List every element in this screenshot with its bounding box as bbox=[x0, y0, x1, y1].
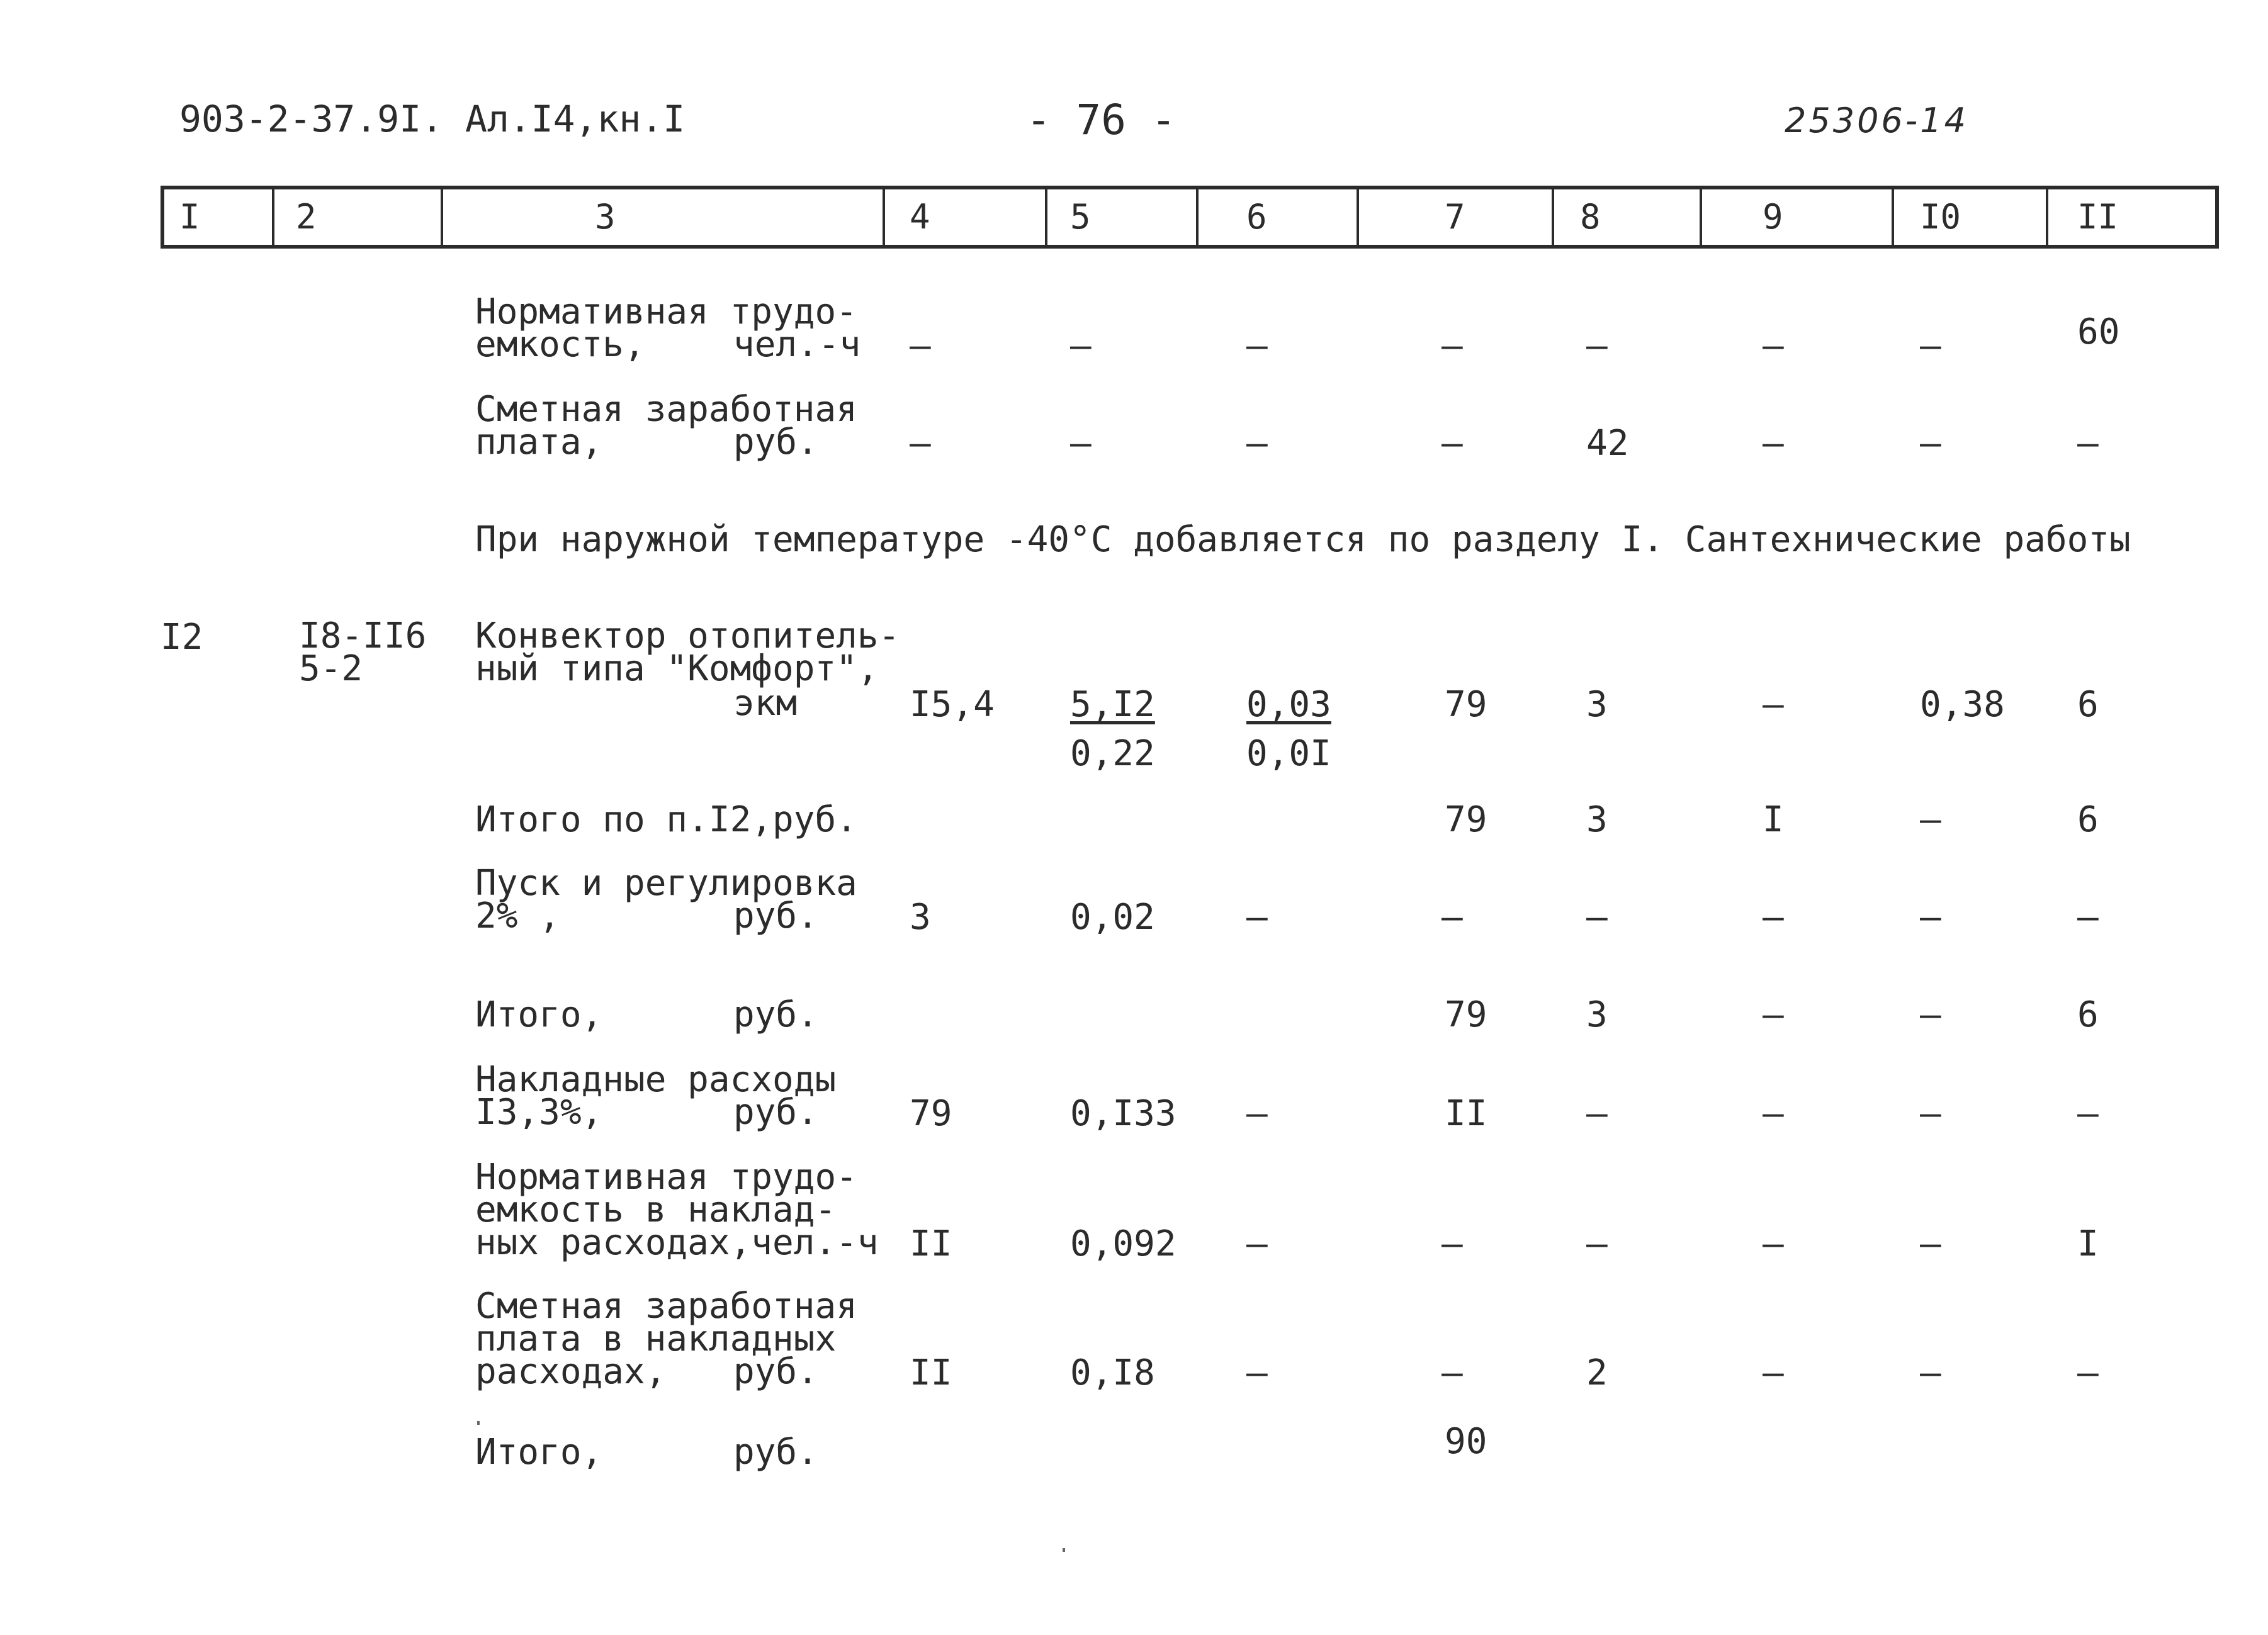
column-header-2: 2 bbox=[296, 197, 317, 237]
header-divider bbox=[883, 186, 885, 249]
row-unit: руб. bbox=[733, 1351, 818, 1392]
cell-col8: – bbox=[1586, 1093, 1608, 1134]
cell-col11: – bbox=[2077, 1352, 2099, 1393]
cell-col7: – bbox=[1441, 1223, 1463, 1264]
cell-col9: – bbox=[1763, 897, 1784, 938]
cell-col8: 42 bbox=[1586, 423, 1629, 464]
column-header-3: 3 bbox=[595, 197, 616, 237]
cell-col10: 0,38 bbox=[1920, 684, 2005, 725]
row-label: плата, bbox=[475, 422, 603, 463]
cell-col5-bottom: 0,22 bbox=[1070, 733, 1155, 774]
cell-col11: 6 bbox=[2077, 799, 2099, 840]
header-divider bbox=[272, 186, 274, 249]
cell-col9: – bbox=[1763, 423, 1784, 464]
row-label: I3,3%, bbox=[475, 1092, 603, 1133]
row-unit: руб. bbox=[733, 422, 818, 463]
header-divider bbox=[1552, 186, 1554, 249]
cell-col7: 79 bbox=[1445, 684, 1487, 725]
cell-col11: – bbox=[2077, 423, 2099, 464]
column-header-7: 7 bbox=[1445, 197, 1465, 237]
handwritten-number: 25306-14 bbox=[1785, 101, 1968, 140]
row-label: Сметная заработная bbox=[475, 389, 857, 430]
cell-col7: II bbox=[1445, 1093, 1487, 1134]
cell-col5: – bbox=[1070, 423, 1092, 464]
cell-col10: – bbox=[1920, 423, 1941, 464]
header-divider bbox=[1357, 186, 1359, 249]
cell-col5: 0,092 bbox=[1070, 1223, 1176, 1264]
cell-col7: 79 bbox=[1445, 799, 1487, 840]
document-code: 903-2-37.9I. Ал.I4,кн.I bbox=[179, 98, 685, 140]
column-header-11: II bbox=[2077, 197, 2119, 237]
row-label: емкость, bbox=[475, 324, 645, 365]
cell-col9: – bbox=[1763, 1093, 1784, 1134]
header-divider bbox=[2046, 186, 2048, 249]
cell-col9: – bbox=[1763, 684, 1784, 725]
item-code: I8-II6 bbox=[299, 615, 427, 656]
cell-col6: – bbox=[1246, 1093, 1268, 1134]
cell-col11: – bbox=[2077, 1093, 2099, 1134]
cell-col10: – bbox=[1920, 799, 1941, 840]
column-header-1: I bbox=[179, 197, 200, 237]
item-unit: экм bbox=[733, 683, 798, 724]
cell-col10: – bbox=[1920, 1093, 1941, 1134]
cell-col4: 79 bbox=[910, 1093, 952, 1134]
cell-col6-bottom: 0,0I bbox=[1246, 733, 1331, 774]
row-label: Накладные расходы bbox=[475, 1059, 837, 1100]
header-divider bbox=[1892, 186, 1894, 249]
cell-col7: 79 bbox=[1445, 994, 1487, 1035]
row-unit: руб. bbox=[733, 1432, 818, 1473]
cell-col9: – bbox=[1763, 994, 1784, 1035]
cell-col8: – bbox=[1586, 325, 1608, 366]
row-label: плата в накладных bbox=[475, 1318, 837, 1359]
cell-col5: – bbox=[1070, 325, 1092, 366]
cell-col5-top: 5,I2 bbox=[1070, 684, 1155, 725]
cell-col5: 0,02 bbox=[1070, 897, 1155, 938]
cell-col4: I5,4 bbox=[910, 684, 995, 725]
total-label: Итого по п.I2,руб. bbox=[475, 799, 857, 840]
column-header-9: 9 bbox=[1763, 197, 1783, 237]
cell-col11: 6 bbox=[2077, 684, 2099, 725]
row-label: Нормативная трудо- bbox=[475, 291, 857, 332]
item-code: 5-2 bbox=[299, 648, 363, 689]
cell-col9: I bbox=[1763, 799, 1784, 840]
item-description: ный типа "Комфорт", bbox=[475, 648, 879, 689]
cell-col8: 3 bbox=[1586, 799, 1608, 840]
cell-col7: 90 bbox=[1445, 1421, 1487, 1462]
cell-col10: – bbox=[1920, 1223, 1941, 1264]
column-header-5: 5 bbox=[1070, 197, 1091, 237]
cell-col10: – bbox=[1920, 1352, 1941, 1393]
row-label: ных расходах,чел.-ч bbox=[475, 1222, 879, 1263]
item-number: I2 bbox=[161, 617, 203, 658]
header-divider bbox=[1045, 186, 1047, 249]
cell-col8: – bbox=[1586, 1223, 1608, 1264]
item-description: Конвектор отопитель- bbox=[475, 615, 900, 656]
total-label: Итого, bbox=[475, 994, 603, 1035]
scan-speck bbox=[1063, 1548, 1065, 1552]
row-label: расходах, bbox=[475, 1351, 667, 1392]
header-divider bbox=[1196, 186, 1199, 249]
cell-col8: – bbox=[1586, 897, 1608, 938]
scan-speck bbox=[477, 1421, 480, 1425]
total-label: Итого, bbox=[475, 1432, 603, 1473]
section-note: При наружной температуре -40°С добавляется по разделу I. Сантехнические работы bbox=[475, 519, 2131, 560]
cell-col11: – bbox=[2077, 897, 2099, 938]
cell-col10: – bbox=[1920, 325, 1941, 366]
cell-col8: 3 bbox=[1586, 994, 1608, 1035]
row-unit: руб. bbox=[733, 994, 818, 1035]
cell-col10: – bbox=[1920, 994, 1941, 1035]
header-divider bbox=[441, 186, 443, 249]
cell-col5: 0,I33 bbox=[1070, 1093, 1176, 1134]
row-unit: руб. bbox=[733, 1092, 818, 1133]
cell-col5: 0,I8 bbox=[1070, 1352, 1155, 1393]
cell-col4: – bbox=[910, 423, 931, 464]
page-number: - 76 - bbox=[1026, 96, 1176, 144]
table-header bbox=[161, 186, 2219, 249]
cell-col11: 60 bbox=[2077, 312, 2120, 352]
cell-col4: II bbox=[910, 1352, 952, 1393]
cell-col9: – bbox=[1763, 1352, 1784, 1393]
cell-col8: 3 bbox=[1586, 684, 1608, 725]
row-label: Пуск и регулировка bbox=[475, 863, 857, 904]
column-header-4: 4 bbox=[910, 197, 930, 237]
cell-col6: – bbox=[1246, 423, 1268, 464]
row-unit: чел.-ч bbox=[733, 324, 861, 365]
cell-col4: – bbox=[910, 325, 931, 366]
row-label: Нормативная трудо- bbox=[475, 1157, 857, 1198]
row-unit: руб. bbox=[733, 896, 818, 936]
row-label: Сметная заработная bbox=[475, 1286, 857, 1327]
column-header-10: I0 bbox=[1920, 197, 1961, 237]
cell-col4: 3 bbox=[910, 897, 931, 938]
row-label: 2% , bbox=[475, 896, 560, 936]
cell-col7: – bbox=[1441, 325, 1463, 366]
cell-col4: II bbox=[910, 1223, 952, 1264]
cell-col6: – bbox=[1246, 1352, 1268, 1393]
cell-col6: – bbox=[1246, 897, 1268, 938]
row-label: емкость в наклад- bbox=[475, 1189, 837, 1230]
column-header-6: 6 bbox=[1246, 197, 1267, 237]
cell-col6-top: 0,03 bbox=[1246, 684, 1331, 725]
cell-col7: – bbox=[1441, 423, 1463, 464]
cell-col9: – bbox=[1763, 1223, 1784, 1264]
cell-col8: 2 bbox=[1586, 1352, 1608, 1393]
cell-col7: – bbox=[1441, 1352, 1463, 1393]
cell-col6: – bbox=[1246, 325, 1268, 366]
header-divider bbox=[1700, 186, 1702, 249]
cell-col6: – bbox=[1246, 1223, 1268, 1264]
cell-col11: I bbox=[2077, 1223, 2099, 1264]
cell-col7: – bbox=[1441, 897, 1463, 938]
cell-col10: – bbox=[1920, 897, 1941, 938]
column-header-8: 8 bbox=[1580, 197, 1601, 237]
cell-col9: – bbox=[1763, 325, 1784, 366]
cell-col11: 6 bbox=[2077, 994, 2099, 1035]
